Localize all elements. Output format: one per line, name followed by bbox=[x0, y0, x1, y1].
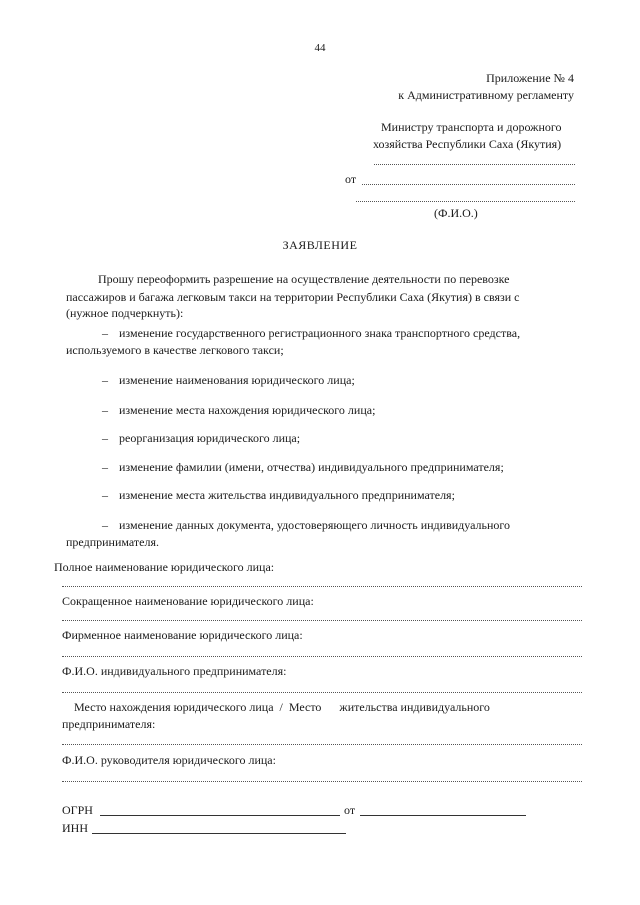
appendix-to-label: к Административному регламенту bbox=[398, 88, 574, 102]
item-dash: – bbox=[102, 326, 108, 340]
item-dash: – bbox=[102, 460, 108, 474]
intro-line-1: Прошу переоформить разрешение на осуществление деятельности по перевозке bbox=[98, 272, 510, 286]
addressee-line-1: Министру транспорта и дорожного bbox=[381, 120, 562, 134]
location-label-line-1: Место нахождения юридического лица / Место жительства индивидуального bbox=[74, 700, 490, 714]
intro-line-3: (нужное подчеркнуть): bbox=[66, 306, 184, 320]
item-dash: – bbox=[102, 518, 108, 532]
intro-line-2: пассажиров и багажа легковым такси на территории Республики Саха (Якутия) в связи с bbox=[66, 290, 520, 304]
item-3[interactable]: изменение места нахождения юридического лица; bbox=[119, 403, 376, 417]
appendix-label: Приложение № 4 bbox=[486, 71, 574, 85]
item-5[interactable]: изменение фамилии (имени, отчества) индивидуального предпринимателя; bbox=[119, 460, 504, 474]
item-dash: – bbox=[102, 431, 108, 445]
from-blank-line[interactable] bbox=[362, 184, 575, 185]
location-label-line-2: предпринимателя: bbox=[62, 717, 156, 731]
location-line[interactable] bbox=[62, 744, 582, 745]
addressee-line-2: хозяйства Республики Саха (Якутия) bbox=[373, 137, 562, 151]
director-fio-label: Ф.И.О. руководителя юридического лица: bbox=[62, 753, 276, 767]
ogrn-label: ОГРН bbox=[62, 803, 93, 817]
entrepreneur-fio-label: Ф.И.О. индивидуального предпринимателя: bbox=[62, 664, 287, 678]
full-name-label: Полное наименование юридического лица: bbox=[54, 560, 275, 574]
inn-field[interactable] bbox=[92, 833, 346, 834]
ogrn-field[interactable] bbox=[100, 815, 340, 816]
entrepreneur-fio-line[interactable] bbox=[62, 692, 582, 693]
item-1-line-2[interactable]: используемого в качестве легкового такси; bbox=[66, 343, 284, 357]
item-dash: – bbox=[102, 373, 108, 387]
item-7-line-2[interactable]: предпринимателя. bbox=[66, 535, 159, 549]
full-name-line[interactable] bbox=[62, 586, 582, 587]
ogrn-date-field[interactable] bbox=[360, 815, 526, 816]
short-name-label: Сокращенное наименование юридического лица: bbox=[62, 594, 314, 608]
addressee-blank-line[interactable] bbox=[374, 164, 575, 165]
inn-label: ИНН bbox=[62, 821, 88, 835]
director-fio-line[interactable] bbox=[62, 781, 582, 782]
item-1-line-1[interactable]: изменение государственного регистрационного знака транспортного средства, bbox=[119, 326, 521, 340]
item-6[interactable]: изменение места жительства индивидуального предпринимателя; bbox=[119, 488, 455, 502]
firm-name-label: Фирменное наименование юридического лица: bbox=[62, 628, 303, 642]
page-number: 44 bbox=[314, 42, 326, 54]
item-7-line-1[interactable]: изменение данных документа, удостоверяющего личность индивидуального bbox=[119, 518, 511, 532]
from-blank-line-2[interactable] bbox=[356, 201, 575, 202]
short-name-line[interactable] bbox=[62, 620, 582, 621]
firm-name-line[interactable] bbox=[62, 656, 582, 657]
item-dash: – bbox=[102, 488, 108, 502]
document-title: ЗАЯВЛЕНИЕ bbox=[282, 238, 358, 252]
item-2[interactable]: изменение наименования юридического лица; bbox=[119, 373, 355, 387]
from-label: от bbox=[345, 172, 357, 186]
item-4[interactable]: реорганизация юридического лица; bbox=[119, 431, 301, 445]
ogrn-from-label: от bbox=[344, 803, 356, 817]
item-dash: – bbox=[102, 403, 108, 417]
fio-caption: (Ф.И.О.) bbox=[434, 206, 478, 220]
